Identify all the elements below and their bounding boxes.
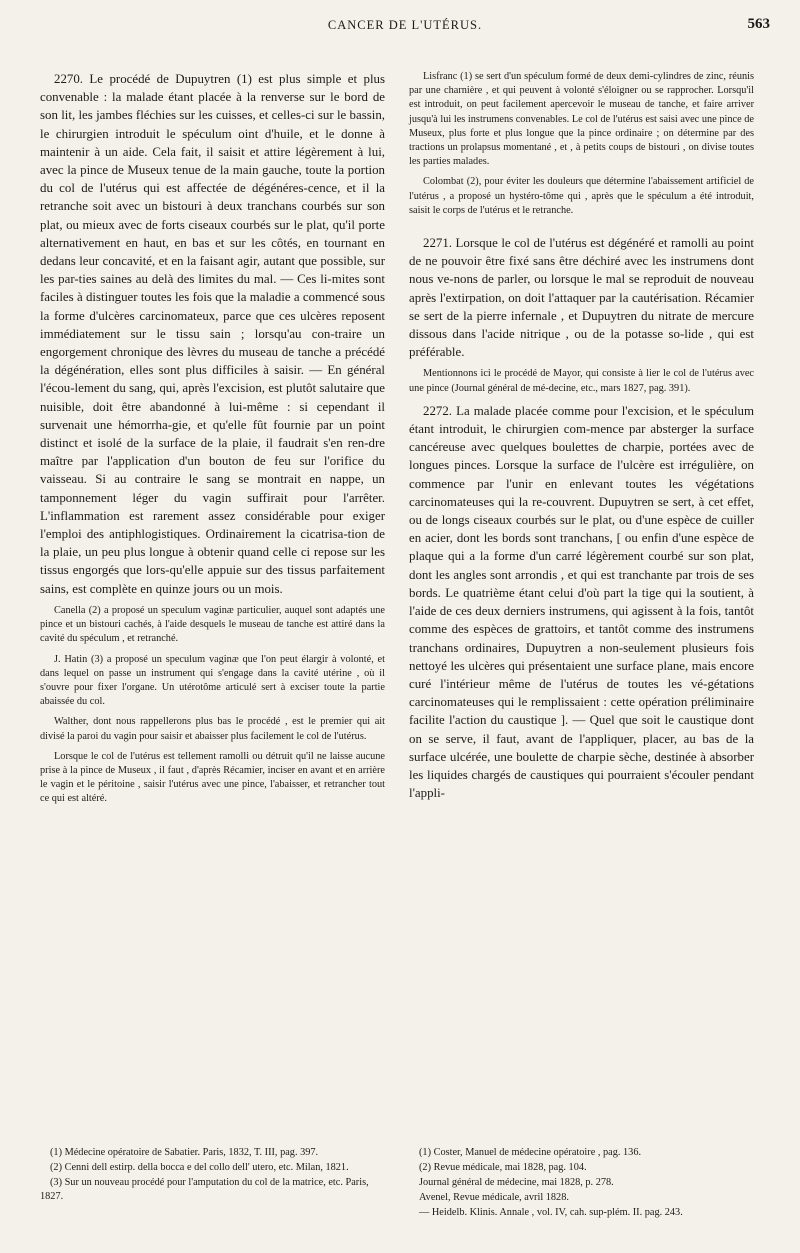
footnote: (1) Coster, Manuel de médecine opératoire , pag. 136. <box>419 1147 642 1158</box>
footnote: (2) Cenni dell estirp. della bocca e del collo dell' utero, etc. Milan, 1821. <box>50 1162 349 1173</box>
footnote: (3) Sur un nouveau procédé pour l'amputation du col de la matrice, etc. Paris, 1827. <box>40 1177 369 1202</box>
note-colombat: Colombat (2), pour éviter les douleurs que détermine l'abaissement artificiel de l'utérus , a proposé un hystéro-tôme qui , après que le spéculum a été introduit, saisit le corps de l'utérus et le retranche. <box>409 176 754 216</box>
footnote: (2) Revue médicale, mai 1828, pag. 104. <box>419 1162 587 1173</box>
running-head: CANCER DE L'UTÉRUS. <box>327 18 483 32</box>
paragraph-2270: 2270. Le procédé de Dupuytren (1) est plus simple et plus convenable : la malade étant placée à la renverse sur le bord de son lit, les jambes fléchies sur les cuisses, et celles-ci sur le bassin, le chirurgien introduit le spéculum oint d'huile, et le donne à maintenir à un aide. Cela fait, il saisit et attire légèrement à lui, avec la pince de Museux tenue de la main gauche, toute la portion du col de l'utérus qui est affectée de dégénéres-cence, et il la retranche soit avec un bistouri à deux tranchans courbés sur son plat, ou mieux avec de forts ciseaux courbés sur le plat, qu'il porte alternativement en haut, en bas et sur les côtés, en tournant en dedans leur concavité, et en la faisant agir, autant que possible, sur les par-ties saines au delà des limites du mal. — Ces li-mites sont faciles à distinguer toutes les fois que la maladie a commencé sous la forme d'ulcères carcinomateux, parce que ces ulcères reposent immédiatement sur le tissu sain ; lorsqu'au con-traire un engorgement chronique des lèvres du museau de tanche a précédé la dégénération, elles sont plus difficiles à saisir. — En général l'écou-lement du sang, qui, après l'excision, est plutôt salutaire que nuisible, doit être abandonné à lui-même : si cependant il survenait une hémorrha-gie, et qu'elle fût fournie par un point distinct et isolé de la surface de la plaie, il faudrait s'en ren-dre maître par l'application d'un bouton de feu sur l'orifice du vaisseau. Si au contraire le sang se montrait en nappe, un tamponnement léger du vagin suffirait pour l'arrêter. L'inflammation est rarement assez considérable pour exiger l'emploi des antiphlogistiques. Ordinairement la cicatrisa-tion de la plaie, un peu plus longue à obtenir quand celle ci repose sur les tissus engorgés que lors-qu'elle appuie sur des tissus parfaitement sains, est complète en quinze jours ou un mois. <box>40 72 385 596</box>
page-number: 563 <box>747 16 770 32</box>
spacer <box>409 224 754 234</box>
paragraph-2272: 2272. La malade placée comme pour l'excision, et le spéculum étant introduit, le chirurgien com-mence par absterger la surface cancéreuse avec quelques boulettes de charpie, portées avec de longues pinces. Lorsque la surface de l'ulcère est irrégulière, on commence par l'unir en enlevant toutes les végétations carcinomateuses qui la re-couvrent. Dupuytren se sert, à cet effet, ou de longs ciseaux courbés sur le plat, ou d'une espèce de cuiller en acier, dont les bords sont tranchans, [ ou enfin d'une espèce de plaque qui a la forme d'un carré légèrement courbé sur son plat, dont les angles sont arrondis , et qui est tranchante par trois de ses bords. Le quatrième étant celui d'où part la tige qui la soutient, à l'aide de ces deux derniers instrumens, qui agissent à la fois, tantôt comme des espèces de grattoirs, et tantôt comme des instrumens tranchans ordinaires, Dupuytren a non-seulement plusieurs fois nettoyé les ulcères qui présentaient une surface plane, mais encore curé l'intérieur même de l'utérus de toutes les vé-gétations carcinomateuses qui le remplissaient : cette opération préliminaire facilite l'action du caustique ]. — Quel que soit le caustique dont on se serve, il faut, avant de l'appliquer, placer, au bas de la surface ulcérée, une boulette de charpie sèche, destinée à absorber les liquides chargés de caustiques qui pourraient s'écouler pendant l'appli- <box>409 403 754 801</box>
footnote: Journal général de médecine, mai 1828, p. 278. <box>419 1177 614 1188</box>
left-column <box>40 70 385 813</box>
page-header <box>40 18 770 40</box>
note-mayor: Mentionnons ici le procédé de Mayor, qui consiste à lier le col de l'utérus avec une pince (Journal général de mé-decine, etc., mars 1827, pag. 391). <box>409 368 754 394</box>
paragraph-2271: 2271. Lorsque le col de l'utérus est dégénéré et ramolli au point de ne pouvoir être fixé sans être déchiré avec les instrumens dont nous ve-nons de parler, ou lorsque le mal se reproduit de nouveau après l'extirpation, on doit l'attaquer par la cautérisation. Récamier se sert de la pierre infernale , et Dupuytren du nitrate de mercure dissous dans l'acide nitrique , ou de la potasse so-lide , qui est préférable. <box>409 236 754 360</box>
right-column <box>409 70 754 808</box>
footnote: — Heidelb. Klinis. Annale , vol. IV, cah. sup-plém. II. pag. 243. <box>419 1207 683 1218</box>
footnotes-right <box>409 1146 754 1221</box>
footnotes-left <box>40 1146 385 1205</box>
note-canella: Canella (2) a proposé un speculum vaginæ particulier, auquel sont adaptés une pince et un bistouri cachés, à l'aide desquels le museau de tanche est attiré dans la cavité du spéculum , et retranché. <box>40 604 385 645</box>
footnote: (1) Médecine opératoire de Sabatier. Paris, 1832, T. III, pag. 397. <box>50 1147 319 1158</box>
footnote: Avenel, Revue médicale, avril 1828. <box>419 1192 569 1203</box>
note-walther: Walther, dont nous rappellerons plus bas le procédé , est le premier qui ait divisé la paroi du vagin pour saisir et abaisser plus facilement le col de l'utérus. <box>40 716 385 742</box>
note-lisfranc: Lisfranc (1) se sert d'un spéculum formé de deux demi-cylindres de zinc, réunis par une charnière , et qui peuvent à volonté s'éloigner ou se rapprocher. Lorsqu'il est introduit, on peut facilement apercevoir le museau de tanche, et faire arriver jusqu'à lui les instrumens convenables. Le col de l'utérus est saisi avec une pince de Museux, plus forte et plus longue que la pince ordinaire ; on détermine par des tractions un prolapsus momentané , et , à petits coups de bistouri , on divise toutes les parties malades. <box>409 71 754 168</box>
note-hatin: J. Hatin (3) a proposé un speculum vaginæ que l'on peut élargir à volonté, et dans lequel on passe un instrument qui s'engage dans la cavité utérine , où il s'ouvre pour fixer l'organe. Un utérotôme articulé sert à exciser toute la partie abaissée du col. <box>40 653 385 708</box>
note-recamier: Lorsque le col de l'utérus est tellement ramolli ou détruit qu'il ne laisse aucune prise à la pince de Museux , il faut , d'après Récamier, inciser en avant et en arrière le vagin et le péritoine , saisir l'utérus avec une pince, l'abaisser, et retrancher tout ce qui est altéré. <box>40 750 385 805</box>
